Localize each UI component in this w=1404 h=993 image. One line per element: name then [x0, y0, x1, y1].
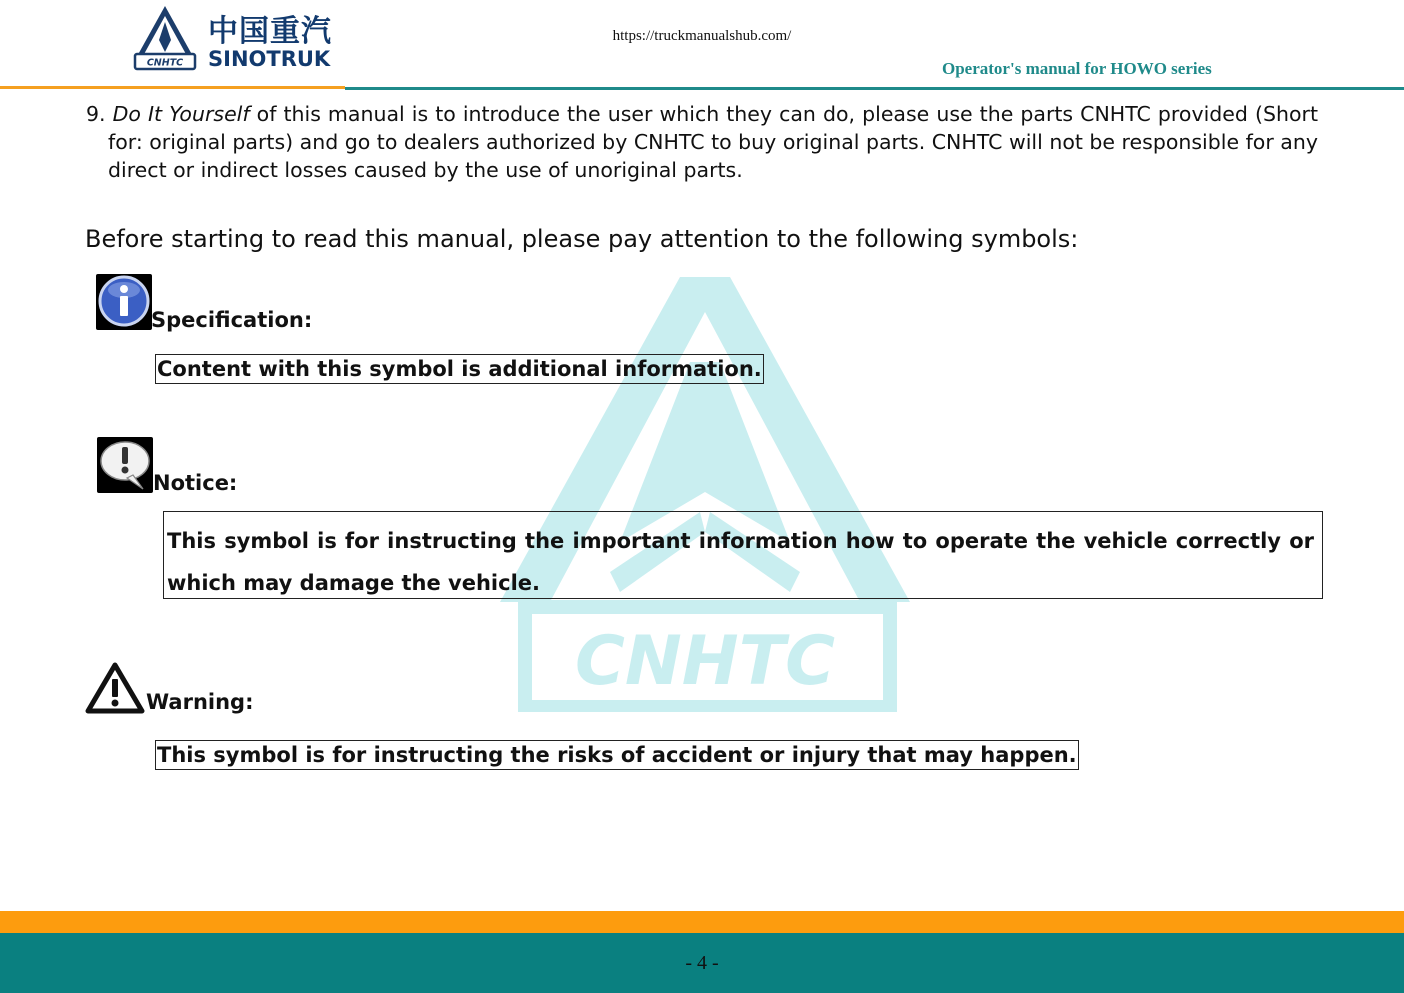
notice-description: This symbol is for instructing the important information how to operate the vehicle correctly or which may damage the vehicle. — [163, 511, 1323, 599]
item-number: 9. — [86, 102, 106, 126]
cnhtc-watermark — [500, 272, 910, 712]
warning-description: This symbol is for instructing the risks of accident or injury that may happen. — [155, 740, 1079, 770]
header-rule-teal — [345, 87, 1404, 90]
header-rule-orange — [0, 86, 345, 89]
item-text: of this manual is to introduce the user which they can do, please use the parts CNHTC provided (Short for: original parts) and go to dealers authorized by CNHTC to buy original parts. CNHTC will not be responsible for any direct or indirect losses caused by the use of unoriginal parts. — [108, 102, 1318, 182]
warning-label: Warning: — [146, 690, 254, 714]
exclamation-bubble-icon — [97, 437, 153, 493]
item-9-paragraph — [86, 100, 1318, 184]
header-url[interactable]: https://truckmanualshub.com/ — [612, 28, 792, 44]
specification-description: Content with this symbol is additional information. — [155, 354, 764, 384]
logo-badge-text: CNHTC — [146, 57, 184, 69]
page-number: - 4 - — [685, 952, 719, 974]
watermark-text: CNHTC — [574, 622, 836, 701]
logo-brand-cn: 中国重汽 — [208, 14, 332, 49]
logo-brand-en: SINOTRUK — [208, 47, 331, 71]
warning-triangle-icon — [85, 662, 145, 714]
manual-title: Operator's manual for HOWO series — [942, 59, 1212, 78]
notice-label: Notice: — [153, 471, 238, 495]
item-italic-phrase: Do It Yourself — [112, 102, 250, 126]
footer-band-orange — [0, 911, 1404, 933]
specification-label: Specification: — [151, 308, 313, 332]
symbols-intro: Before starting to read this manual, please pay attention to the following symbols: — [85, 225, 1079, 253]
info-icon — [96, 274, 152, 330]
